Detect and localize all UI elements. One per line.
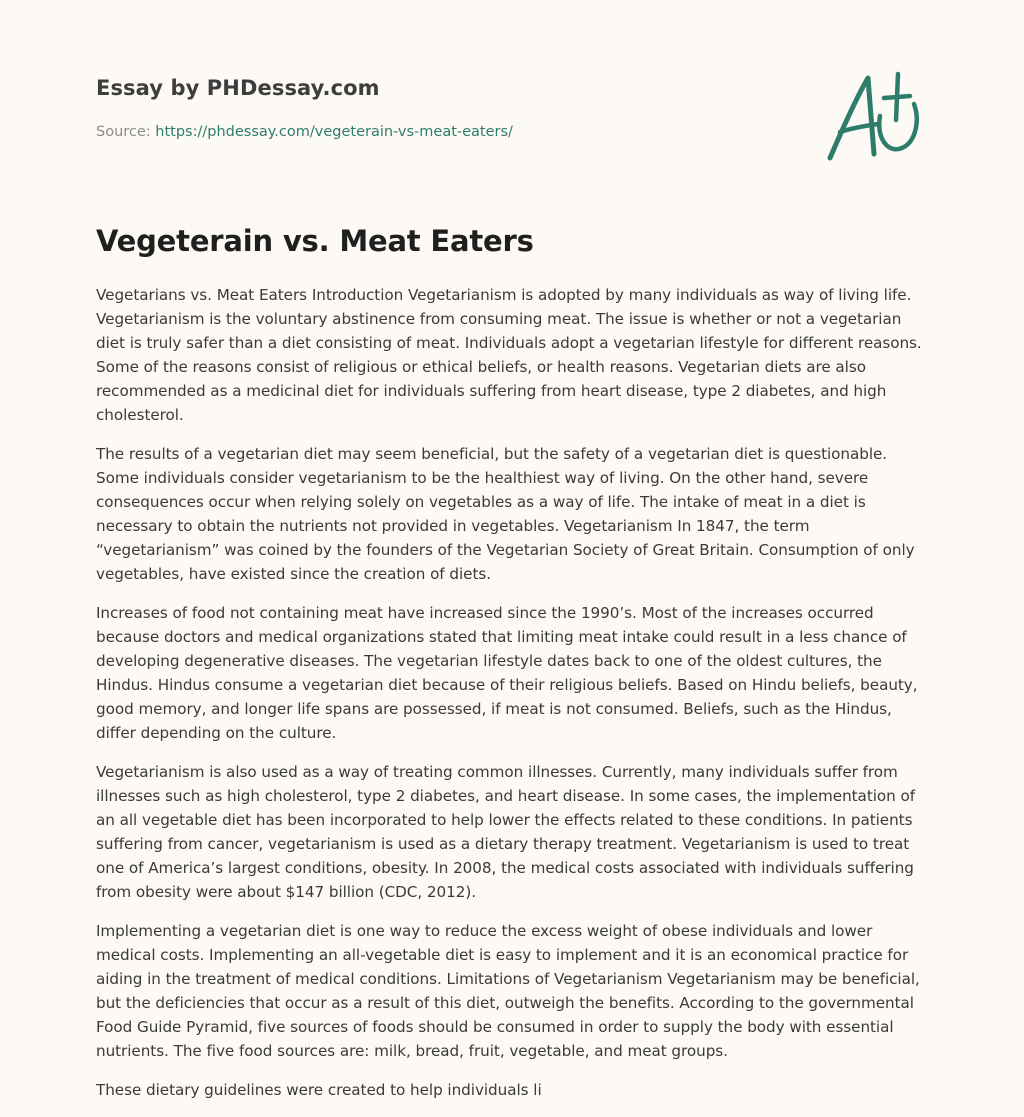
essay-title: Vegeterain vs. Meat Eaters [96,224,534,258]
essay-paragraph-1: Vegetarians vs. Meat Eaters Introduction Vegetarianism is adopted by many individuals as way of living life. Vegetarianism is the voluntary abstinence from consuming meat. The issue is whether or not a vegetarian diet is truly safer than a diet consisting of meat. Individuals adopt a vegetarian lifestyle for different reasons. Some of the reasons consist of religious or ethical beliefs, or health reasons. Vegetarian diets are also recommended as a medicinal diet for individuals suffering from heart disease, type 2 diabetes, and high cholesterol. [96,286,922,424]
essay-paragraph-4: Vegetarianism is also used as a way of treating common illnesses. Currently, many individuals suffer from illnesses such as high cholesterol, type 2 diabetes, and heart disease. In some cases, the implementation of an all vegetable diet has been incorporated to help lower the effects related to these conditions. In patients suffering from cancer, vegetarianism is used as a dietary therapy treatment. Vegetarianism is used to treat one of America’s largest conditions, obesity. In 2008, the medical costs associated with individuals suffering from obesity were about $147 billion (CDC, 2012). [96,763,916,901]
source-label: Source: [96,124,156,140]
essay-page [96,0,936,1100]
essay-paragraph-6: These dietary guidelines were created to help individuals li [96,1081,542,1099]
essay-body [96,283,932,1117]
source-link[interactable]: https://phdessay.com/vegeterain-vs-meat-eaters/ [155,124,513,140]
essay-paragraph-3: Increases of food not containing meat have increased since the 1990’s. Most of the increases occurred because doctors and medical organizations stated that limiting meat intake could result in a less chance of developing degenerative diseases. The vegetarian lifestyle dates back to one of the oldest cultures, the Hindus. Hindus consume a vegetarian diet because of their religious beliefs. Based on Hindu beliefs, beauty, good memory, and longer life spans are possessed, if meat is not consumed. Beliefs, such as the Hindus, differ depending on the culture. [96,604,918,742]
brand-title: Essay by PHDessay.com [96,76,380,100]
page-header [96,0,936,180]
a-plus-grade-icon [822,68,926,166]
essay-paragraph-2: The results of a vegetarian diet may seem beneficial, but the safety of a vegetarian diet is questionable. Some individuals consider vegetarianism to be the healthiest way of living. On the other hand, severe consequences occur when relying solely on vegetables as a way of life. The intake of meat in a diet is necessary to obtain the nutrients not provided in vegetables. Vegetarianism In 1847, the term “vegetarianism” was coined by the founders of the Vegetarian Society of Great Britain. Consumption of only vegetables, have existed since the creation of diets. [96,445,915,583]
source-line [96,124,513,140]
essay-paragraph-5: Implementing a vegetarian diet is one way to reduce the excess weight of obese individuals and lower medical costs. Implementing an all-vegetable diet is easy to implement and it is an economical practice for aiding in the treatment of medical conditions. Limitations of Vegetarianism Vegetarianism may be beneficial, but the deficiencies that occur as a result of this diet, outweigh the benefits. According to the governmental Food Guide Pyramid, five sources of foods should be consumed in order to supply the body with essential nutrients. The five food sources are: milk, bread, fruit, vegetable, and meat groups. [96,922,920,1060]
